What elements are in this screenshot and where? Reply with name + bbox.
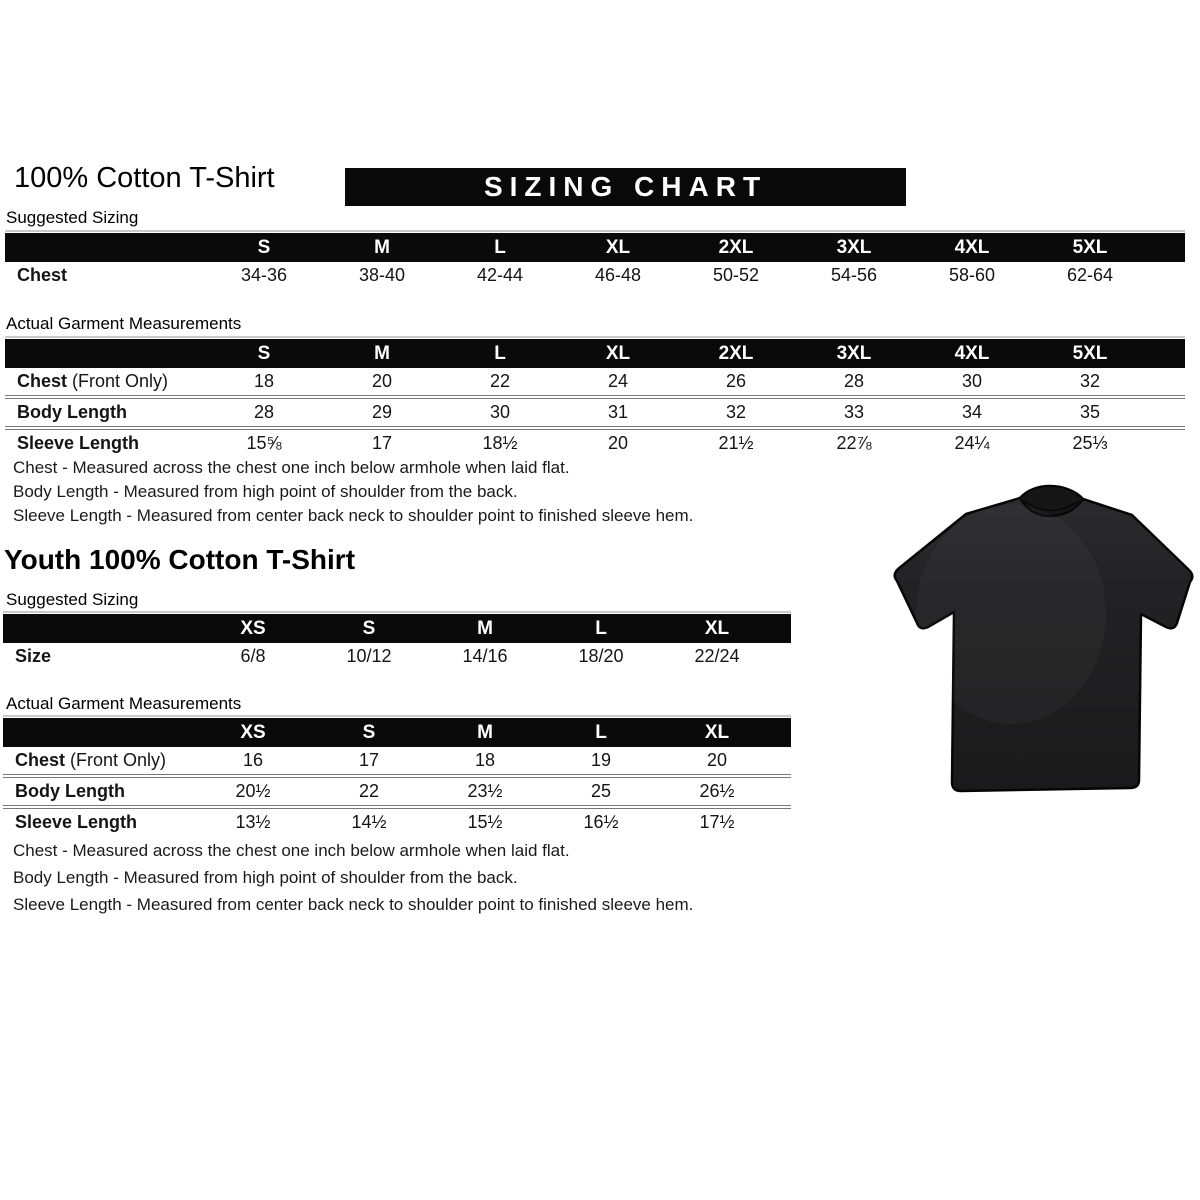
cell-value: 19 <box>590 750 612 770</box>
cell-value: 31 <box>607 402 629 422</box>
cell-value: 30 <box>961 371 983 391</box>
size-column-header: L <box>595 721 607 743</box>
cell-value: 26½ <box>699 781 735 801</box>
size-column-header: M <box>374 342 390 364</box>
cell-value: 46-48 <box>594 265 642 285</box>
size-column-header: L <box>494 342 506 364</box>
size-column-header: S <box>257 236 271 258</box>
cell-value: 22 <box>489 371 511 391</box>
cell-value: 22⅞ <box>836 433 872 453</box>
cell-value: 42-44 <box>476 265 524 285</box>
row-label: Size <box>15 646 52 666</box>
cell-value: 33 <box>843 402 865 422</box>
cell-value: 20 <box>371 371 393 391</box>
youth-suggested-sizing-table <box>3 611 791 670</box>
cell-value: 17 <box>358 750 380 770</box>
adult-measurement-notes <box>13 459 693 531</box>
youth-measurement-notes <box>13 842 693 923</box>
cell-value: 24 <box>607 371 629 391</box>
youth-section-title: Youth 100% Cotton T-Shirt <box>4 544 356 575</box>
cell-value: 32 <box>725 402 747 422</box>
tshirt-image <box>886 484 1198 806</box>
cell-value: 32 <box>1079 371 1101 391</box>
cell-value: 22 <box>358 781 380 801</box>
page-title: 100% Cotton T-Shirt <box>14 162 275 194</box>
table-row-chest <box>5 262 1185 289</box>
sizing-chart-banner: SIZING CHART <box>345 168 906 206</box>
adult-suggested-sizing-table <box>5 230 1185 289</box>
youth-measurements-label: Actual Garment Measurements <box>6 694 242 713</box>
size-column-header: L <box>595 617 607 639</box>
cell-value: 10/12 <box>346 646 392 666</box>
cell-value: 14/16 <box>462 646 508 666</box>
note-sleeve-length: Sleeve Length - Measured from center back neck to shoulder point to finished sleeve hem. <box>13 895 694 914</box>
adult-measurements-table <box>5 336 1185 457</box>
size-column-header: XS <box>240 617 266 639</box>
youth-measurements-table <box>3 715 791 836</box>
size-column-header: XL <box>605 342 631 364</box>
size-column-header: M <box>477 617 493 639</box>
adult-measurements-label: Actual Garment Measurements <box>6 314 242 333</box>
cell-value: 28 <box>843 371 865 391</box>
cell-value: 29 <box>371 402 393 422</box>
size-column-header: XS <box>240 721 266 743</box>
cell-value: 25⅓ <box>1072 433 1108 453</box>
cell-value: 54-56 <box>830 265 878 285</box>
youth-measurements-header-row <box>3 718 791 747</box>
cell-value: 34 <box>961 402 983 422</box>
adult-measurements-header-row <box>5 339 1185 368</box>
youth-suggested-header-row <box>3 614 791 643</box>
row-label: Sleeve Length <box>17 433 140 453</box>
cell-value: 30 <box>489 402 511 422</box>
row-label: Chest (Front Only) <box>17 371 169 391</box>
cell-value: 17 <box>371 433 393 453</box>
table-row-size <box>3 643 791 670</box>
size-column-header: 2XL <box>718 236 754 258</box>
cell-value: 6/8 <box>240 646 266 666</box>
row-label: Chest (Front Only) <box>15 750 167 770</box>
cell-value: 20½ <box>235 781 271 801</box>
size-column-header: 3XL <box>836 342 872 364</box>
size-column-header: 2XL <box>718 342 754 364</box>
row-label: Chest <box>17 265 68 285</box>
size-column-header: XL <box>605 236 631 258</box>
size-column-header: 4XL <box>954 236 990 258</box>
size-column-header: L <box>494 236 506 258</box>
size-column-header: XL <box>704 721 730 743</box>
youth-suggested-sizing-label: Suggested Sizing <box>6 590 139 609</box>
row-label: Body Length <box>17 402 127 422</box>
cell-value: 58-60 <box>948 265 996 285</box>
adult-suggested-header-row <box>5 233 1185 262</box>
cell-value: 50-52 <box>712 265 760 285</box>
cell-value: 15⅝ <box>246 433 282 453</box>
cell-value: 38-40 <box>358 265 406 285</box>
cell-value: 16½ <box>583 812 619 832</box>
size-column-header: 3XL <box>836 236 872 258</box>
cell-value: 17½ <box>699 812 735 832</box>
table-row-sleeve-length <box>5 426 1185 457</box>
size-column-header: 4XL <box>954 342 990 364</box>
size-column-header: M <box>477 721 493 743</box>
cell-value: 18 <box>474 750 496 770</box>
note-chest: Chest - Measured across the chest one inch below armhole when laid flat. <box>13 841 570 860</box>
table-row-body-length <box>3 774 791 805</box>
table-row-sleeve-length <box>3 805 791 836</box>
row-label: Body Length <box>15 781 125 801</box>
note-sleeve-length: Sleeve Length - Measured from center back neck to shoulder point to finished sleeve hem. <box>13 506 694 525</box>
cell-value: 22/24 <box>694 646 740 666</box>
cell-value: 26 <box>725 371 747 391</box>
cell-value: 24¼ <box>954 433 990 453</box>
note-chest: Chest - Measured across the chest one inch below armhole when laid flat. <box>13 458 570 477</box>
cell-value: 14½ <box>351 812 387 832</box>
table-row-chest <box>3 747 791 774</box>
cell-value: 23½ <box>467 781 503 801</box>
cell-value: 16 <box>242 750 264 770</box>
row-label: Sleeve Length <box>15 812 138 832</box>
cell-value: 28 <box>253 402 275 422</box>
cell-value: 34-36 <box>240 265 288 285</box>
size-column-header: 5XL <box>1072 342 1108 364</box>
cell-value: 35 <box>1079 402 1101 422</box>
size-column-header: S <box>257 342 271 364</box>
cell-value: 25 <box>590 781 612 801</box>
cell-value: 15½ <box>467 812 503 832</box>
table-row-body-length <box>5 395 1185 426</box>
cell-value: 18/20 <box>578 646 624 666</box>
cell-value: 62-64 <box>1066 265 1114 285</box>
size-column-header: XL <box>704 617 730 639</box>
adult-suggested-sizing-label: Suggested Sizing <box>6 208 139 227</box>
cell-value: 18 <box>253 371 275 391</box>
size-column-header: S <box>362 617 376 639</box>
table-row-chest <box>5 368 1185 395</box>
size-column-header: M <box>374 236 390 258</box>
cell-value: 18½ <box>482 433 518 453</box>
cell-value: 21½ <box>718 433 754 453</box>
cell-value: 20 <box>706 750 728 770</box>
cell-value: 20 <box>607 433 629 453</box>
cell-value: 13½ <box>235 812 271 832</box>
tshirt-highlight <box>916 504 1106 724</box>
note-body-length: Body Length - Measured from high point of shoulder from the back. <box>13 482 518 501</box>
size-column-header: 5XL <box>1072 236 1108 258</box>
note-body-length: Body Length - Measured from high point of shoulder from the back. <box>13 868 518 887</box>
size-column-header: S <box>362 721 376 743</box>
